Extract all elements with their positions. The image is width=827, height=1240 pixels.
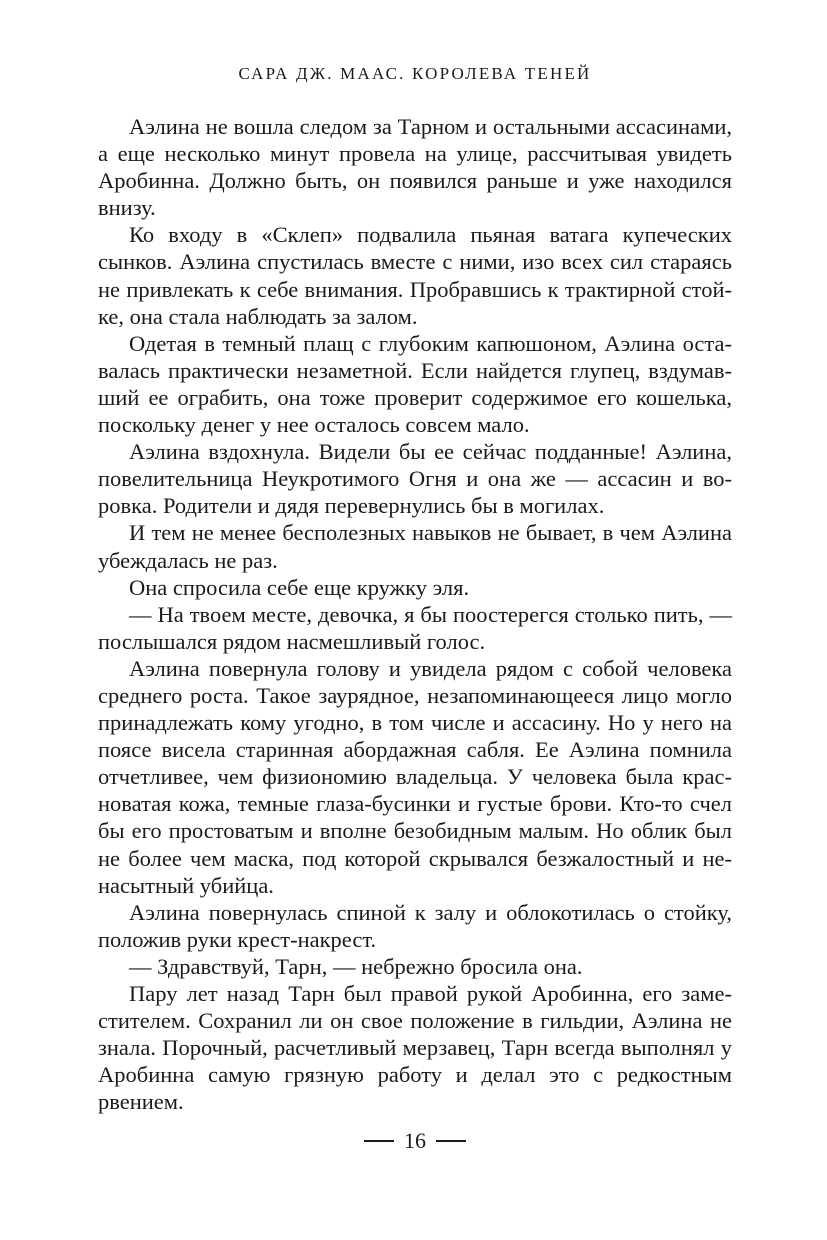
- body-text: [98, 113, 732, 1115]
- paragraph: Она спросила себе еще кружку эля.: [129, 574, 470, 600]
- paragraph: Одетая в темный плащ с глубоким капюшоном, Аэлина оставалась практически незаметной. Если найдется глупец, вздумавший ее ограбить, она тоже проверит содержимое его кошелька, поскольку денег у нее осталось совсем мало.: [98, 330, 732, 438]
- paragraph: Аэлина повернулась спиной к залу и облокотилась о стойку, положив руки крест-накрест.: [98, 899, 732, 952]
- paragraph: — На твоем месте, девочка, я бы поостерегся столько пить, — послышался рядом насмешливый голос.: [98, 601, 732, 654]
- book-page: [98, 0, 732, 1240]
- paragraph: Пару лет назад Тарн был правой рукой Аробинна, его заместителем. Сохранил ли он свое положение в гильдии, Аэлина не знала. Порочный, расчетливый мерзавец, Тарн всегда выполнял у Аробинна самую грязную работу и делал это с редкостным рвением.: [98, 981, 732, 1115]
- paragraph: Аэлина вздохнула. Видели бы ее сейчас подданные! Аэлина, повелительница Неукротимого Огня и она же — ассасин и воровка. Родители и дядя перевернулись бы в могилах.: [98, 439, 732, 519]
- folio-rule-right: [436, 1140, 466, 1142]
- folio-rule-left: [364, 1140, 394, 1142]
- paragraph: — Здравствуй, Тарн, — небрежно бросила она.: [129, 953, 583, 979]
- paragraph: И тем не менее бесполезных навыков не бывает, в чем Аэлина убеждалась не раз.: [98, 520, 732, 573]
- page-number-footer: [98, 1126, 732, 1156]
- running-head: САРА ДЖ. МААС. КОРОЛЕВА ТЕНЕЙ: [238, 64, 592, 83]
- paragraph: Ко входу в «Склеп» подвалила пьяная ватага купеческих сынков. Аэлина спустилась вместе с ними, изо всех сил стараясь не привлекать к себе внимания. Пробравшись к трактирной стойке, она стала наблюдать за залом.: [98, 222, 732, 329]
- paragraph: Аэлина не вошла следом за Тарном и остальными ассасинами, а еще несколько минут провела на улице, рассчитывая увидеть Аробинна. Должно быть, он появился раньше и уже находился внизу.: [98, 114, 732, 221]
- paragraph: Аэлина повернула голову и увидела рядом с собой человека среднего роста. Такое заурядное, незапоминающееся лицо могло принадлежать кому угодно, в том числе и ассасину. Но у него на поясе висела старинная абордажная сабля. Ее Аэлина помнила отчетливее, чем физиономию владельца. У человека была красноватая кожа, темные глаза-бусинки и густые брови. Кто-то счел бы его простоватым и вполне безобидным малым. Но облик был не более чем маска, под которой скрывался безжалостный и ненасытный убийца.: [98, 655, 732, 898]
- page-number: 16: [404, 1128, 426, 1153]
